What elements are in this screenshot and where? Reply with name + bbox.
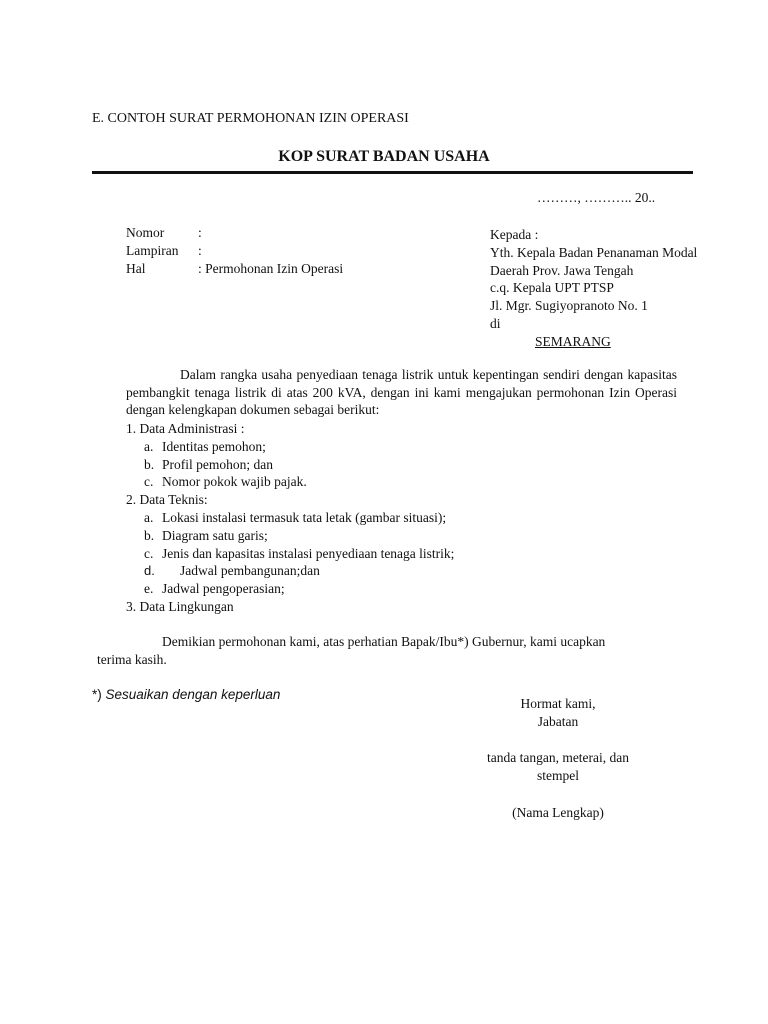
list-item: c. Jenis dan kapasitas instalasi penyediaan tenaga listrik;: [144, 545, 455, 561]
footnote-text: Sesuaikan dengan keperluan: [105, 687, 281, 702]
signature-instruction: tanda tangan, meterai, dan: [486, 750, 630, 765]
body-text: Dalam rangka usaha penyediaan tenaga listrik untuk kepentingan sendiri dengan kapasitas pembangkit tenaga listrik di atas 200 kVA, dengan ini kami mengajukan permohonan Izin Operasi dengan kelengkapan dokumen sebagai berikut:: [126, 367, 677, 417]
nomor-value: :: [198, 225, 202, 240]
meta-lampiran: [126, 242, 202, 260]
signature-instruction-2: stempel: [537, 768, 579, 783]
list-item: b. Diagram satu garis;: [144, 527, 268, 543]
body-paragraph: [126, 366, 677, 419]
lampiran-label: Lampiran: [126, 243, 179, 258]
closing-line: terima kasih.: [97, 652, 167, 667]
closing-paragraph: [97, 633, 686, 669]
list-item: a. Lokasi instalasi termasuk tata letak (gambar situasi);: [144, 509, 447, 525]
footnote: [92, 687, 280, 702]
list-item: c. Nomor pokok wajib pajak.: [144, 474, 307, 490]
signature-name: (Nama Lengkap): [512, 805, 604, 820]
addressee-line: Yth. Kepala Badan Penanaman Modal: [490, 244, 698, 260]
document-list: [126, 420, 454, 616]
meta-nomor: [126, 224, 202, 242]
nomor-label: Nomor: [126, 225, 165, 240]
signature-position: Jabatan: [537, 714, 579, 729]
addressee-line: Jl. Mgr. Sugiyopranoto No. 1: [490, 298, 648, 314]
list-heading-env: 3. Data Lingkungan: [126, 598, 234, 614]
addressee-line: Kepada :: [490, 227, 539, 242]
addressee-line: Daerah Prov. Jawa Tengah: [490, 262, 634, 278]
date-line: ………, ……….. 20..: [537, 190, 656, 205]
section-title: E. CONTOH SURAT PERMOHONAN IZIN OPERASI: [92, 111, 409, 126]
list-item: b. Profil pemohon; dan: [144, 456, 273, 472]
hal-value: : Permohonan Izin Operasi: [198, 261, 344, 276]
addressee-block: [490, 226, 697, 351]
lampiran-value: :: [198, 243, 202, 258]
list-heading-admin: 1. Data Administrasi :: [126, 421, 245, 436]
meta-hal: [126, 260, 343, 278]
letterhead-title: KOP SURAT BADAN USAHA: [278, 148, 490, 165]
addressee-city: SEMARANG: [535, 333, 611, 349]
addressee-line: di: [490, 315, 501, 331]
list-item: d. Jadwal pembangunan;dan: [144, 563, 320, 579]
footnote-mark: *): [92, 687, 102, 702]
list-item: a. Identitas pemohon;: [144, 438, 266, 454]
closing-line: Demikian permohonan kami, atas perhatian Bapak/Ibu*) Gubernur, kami ucapkan: [162, 634, 606, 649]
list-heading-tech: 2. Data Teknis:: [126, 492, 208, 508]
list-item: e. Jadwal pengoperasian;: [144, 581, 285, 597]
hal-label: Hal: [126, 261, 146, 276]
addressee-line: c.q. Kepala UPT PTSP: [490, 280, 614, 296]
signature-greeting: Hormat kami,: [520, 696, 596, 711]
letterhead-rule: [92, 171, 693, 174]
